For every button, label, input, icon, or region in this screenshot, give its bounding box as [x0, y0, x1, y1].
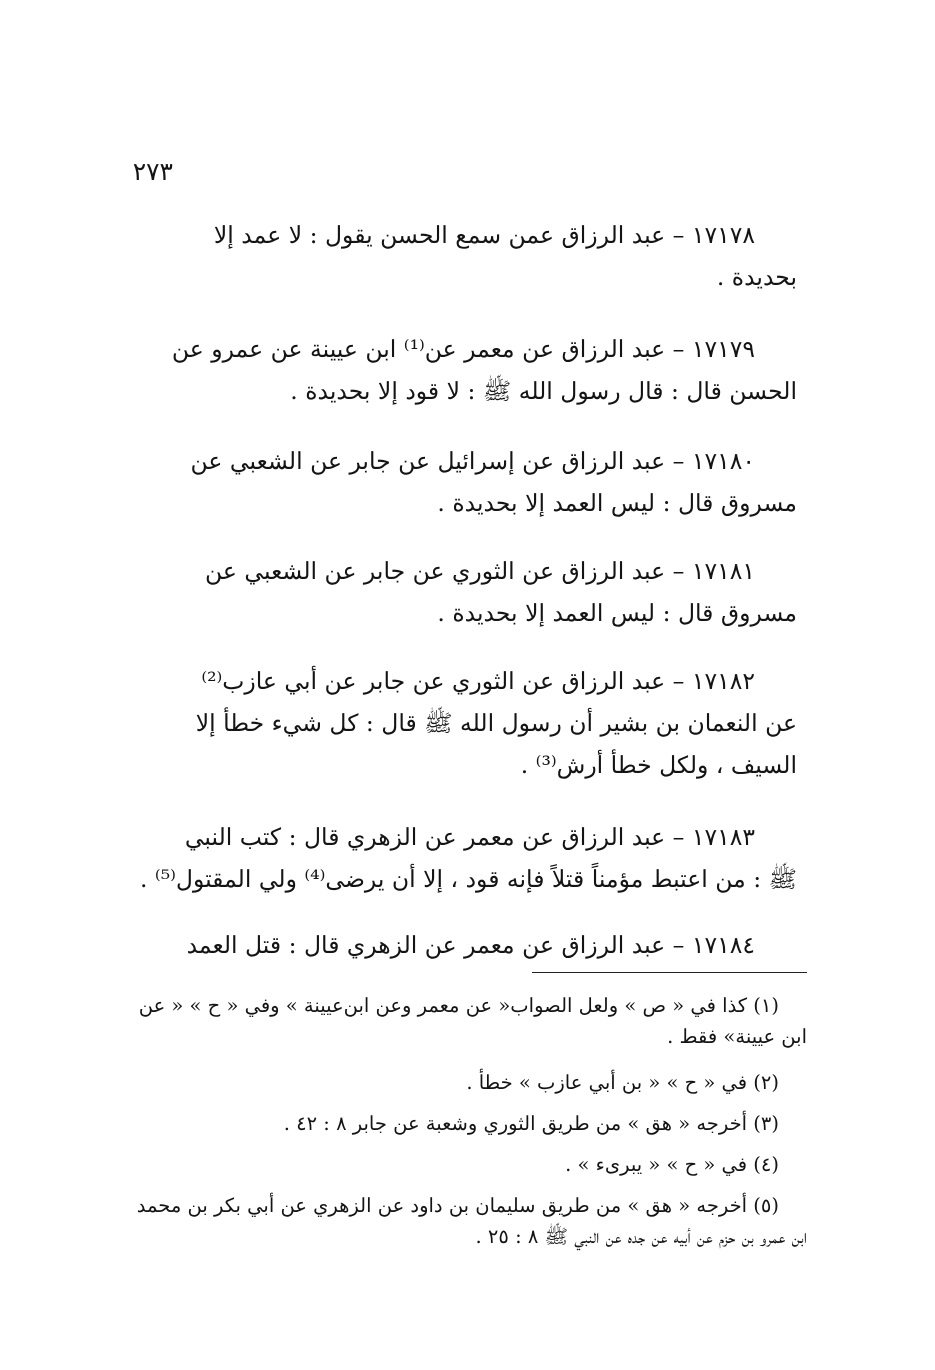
- text-line: السيف ، ولكل خطأ أرش⁽³⁾ .: [520, 751, 797, 779]
- footnote-4: [125, 1149, 807, 1180]
- footnote-line: (٣) أخرجه « هق » من طريق الثوري وشعبة عن جابر ٨ : ٤٢ .: [283, 1112, 779, 1135]
- hadith-17179: [137, 328, 797, 412]
- hadith-17182: [137, 660, 797, 786]
- text-line: ١٧١٨٤ – عبد الرزاق عن معمر عن الزهري قال : قتل العمد: [186, 931, 755, 959]
- text-line: ﷺ : من اعتبط مؤمناً قتلاً فإنه قود ، إلا أن يرضى⁽⁴⁾ ولي المقتول⁽⁵⁾ .: [139, 865, 797, 893]
- text-line: الحسن قال : قال رسول الله ﷺ : لا قود إلا بحديدة .: [290, 377, 797, 405]
- hadith-17178: [137, 214, 797, 298]
- hadith-17183: [137, 816, 797, 900]
- footnote-line: (٢) في « ح » « بن أبي عازب » خطأ .: [466, 1071, 779, 1094]
- text-line: مسروق قال : ليس العمد إلا بحديدة .: [437, 489, 797, 517]
- text-line: عن النعمان بن بشير أن رسول الله ﷺ قال : كل شيء خطأ إلا: [195, 709, 797, 737]
- text-line: ١٧١٨٠ – عبد الرزاق عن إسرائيل عن جابر عن الشعبي عن: [190, 447, 755, 475]
- footnote-line: (١) كذا في « ص » ولعل الصواب« عن معمر وعن ابن‌عيينة » وفي « ح » « عن: [138, 994, 779, 1017]
- text-line: ١٧١٨١ – عبد الرزاق عن الثوري عن جابر عن الشعبي عن: [205, 557, 755, 585]
- footnote-1: [125, 990, 807, 1052]
- footnote-2: [125, 1067, 807, 1098]
- footnote-line: (٥) أخرجه « هق » من طريق سليمان بن داود عن الزهري عن أبي بكر بن محمد: [136, 1194, 779, 1217]
- text-line: بحديدة .: [716, 263, 797, 291]
- text-line: ١٧١٧٨ – عبد الرزاق عمن سمع الحسن يقول : لا عمد إلا: [213, 221, 755, 249]
- hadith-17180: [137, 440, 797, 524]
- text-line: ١٧١٨٢ – عبد الرزاق عن الثوري عن جابر عن أبي عازب⁽²⁾: [201, 667, 755, 695]
- footnote-5: [125, 1190, 807, 1252]
- footnote-line: ابن عيينة» فقط .: [667, 1025, 807, 1048]
- hadith-17184: [137, 924, 797, 966]
- footnote-line: (٤) في « ح » « يبرىء » .: [565, 1153, 779, 1176]
- footnote-line: ابن عمرو بن حزم عن أبيه عن جده عن النبي ﷺ ٨ : ٢٥ .: [475, 1225, 807, 1248]
- text-line: مسروق قال : ليس العمد إلا بحديدة .: [437, 599, 797, 627]
- page-number: ٢٧٣: [132, 157, 173, 186]
- footnote-separator: [532, 972, 807, 973]
- footnote-3: [125, 1108, 807, 1139]
- text-line: ١٧١٨٣ – عبد الرزاق عن معمر عن الزهري قال : كتب النبي: [184, 823, 755, 851]
- hadith-17181: [137, 550, 797, 634]
- text-line: ١٧١٧٩ – عبد الرزاق عن معمر عن⁽¹⁾ ابن عيينة عن عمرو عن: [171, 335, 755, 363]
